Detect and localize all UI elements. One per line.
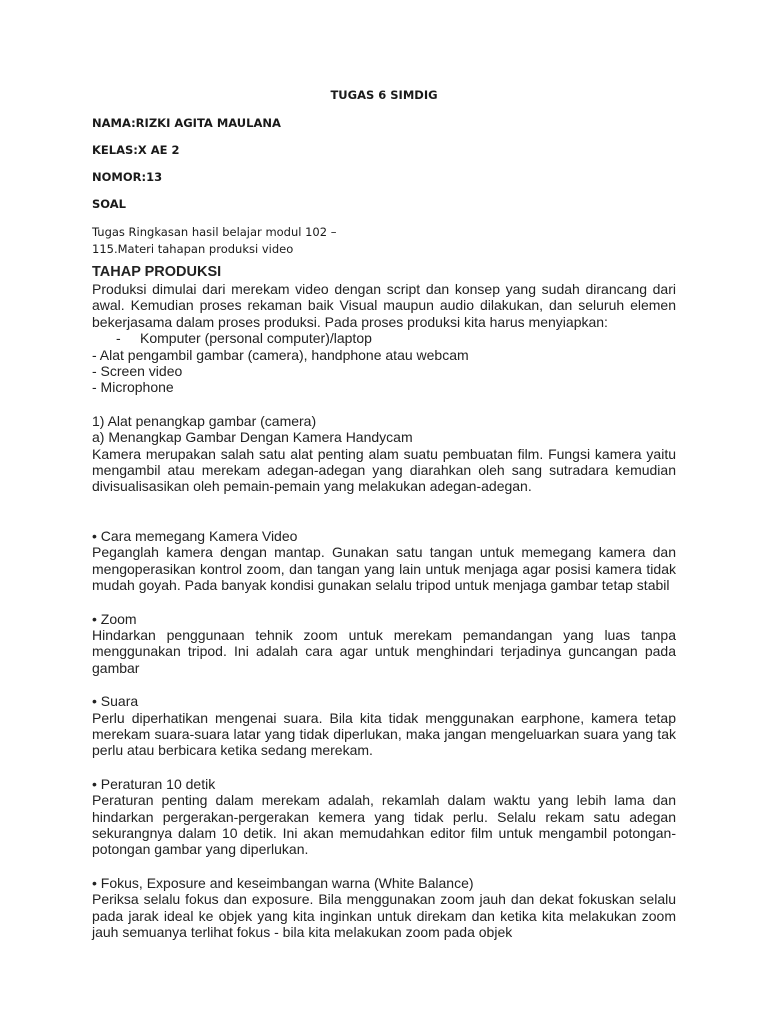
tip-body: Peraturan penting dalam merekam adalah, rekamlah dalam waktu yang lebih lama dan hindarkan pergerakan-pergerakan kemera yang tidak perlu. Selalu rekam satu adegan sekurangnya dalam 10 detik. Ini akan memudahkan editor film untuk mengambil potongan-potongan gambar yang diperlukan.	[92, 792, 676, 858]
camera-subheading: a) Menangkap Gambar Dengan Kamera Handycam	[92, 429, 413, 446]
list-item: - Screen video	[92, 363, 183, 380]
spacer	[92, 396, 676, 413]
tip-body: Perlu diperhatikan mengenai suara. Bila kita tidak menggunakan earphone, kamera tetap merekam suara-suara latar yang tidak diperlukan, maka jangan mengeluarkan suara yang tak perlu atau berbicara ketika sedang merekam.	[92, 709, 676, 759]
tip-title: • Zoom	[92, 610, 137, 627]
camera-body: Kamera merupakan salah satu alat penting alam suatu pembuatan film. Fungsi kamera yaitu mengambil atau merekam adegan-adegan yang diarahkan oleh sang sutradara kemudian divisualisasikan oleh pemain-pemain yang melakukan adegan-adegan.	[92, 445, 676, 495]
student-number: NOMOR:13	[92, 170, 163, 184]
task-line-1: Tugas Ringkasan hasil belajar modul 102 –	[92, 225, 337, 239]
spacer	[92, 495, 676, 528]
student-class: KELAS:X AE 2	[92, 143, 180, 157]
spacer	[92, 676, 676, 693]
student-name: NAMA:RIZKI AGITA MAULANA	[92, 116, 281, 130]
tip-body: Periksa selalu fokus dan exposure. Bila menggunakan zoom jauh dan dekat fokuskan selalu pada jarak ideal ke objek yang kita inginkan untuk direkam dan ketika kita melakukan zoom jauh semuanya terlihat fokus - bila kita melakukan zoom pada objek	[92, 891, 676, 940]
spacer	[92, 858, 676, 875]
section-intro: Produksi dimulai dari merekam video dengan script dan konsep yang sudah dirancang dari awal. Kemudian proses rekaman baik Visual maupun audio dilakukan, dan seluruh elemen bekerjasama dalam proses produksi. Pada proses produksi kita harus menyiapkan:	[92, 281, 676, 330]
tip-title: • Peraturan 10 detik	[92, 775, 216, 792]
tip-title: • Suara	[92, 693, 139, 710]
list-item	[92, 330, 676, 346]
tip-body: Hindarkan penggunaan tehnik zoom untuk merekam pemandangan yang luas tanpa menggunakan tripod. Ini adalah cara agar untuk menghindari terjadinya guncangan pada gambar	[92, 626, 676, 676]
task-description	[92, 224, 422, 258]
task-line-2: 115.Materi tahapan produksi video	[92, 242, 294, 256]
camera-heading: 1) Alat penangkap gambar (camera)	[92, 412, 317, 429]
document-title: TUGAS 6 SIMDIG	[330, 88, 438, 102]
spacer	[92, 594, 676, 611]
section-heading: TAHAP PRODUKSI	[92, 264, 222, 280]
tip-title: • Fokus, Exposure and keseimbangan warna (White Balance)	[92, 874, 474, 891]
main-content	[92, 264, 676, 940]
list-dash: -	[116, 330, 121, 347]
tip-title: • Cara memegang Kamera Video	[92, 527, 298, 544]
list-item-label: Komputer (personal computer)/laptop	[140, 330, 372, 347]
list-item: - Microphone	[92, 379, 174, 396]
tip-body: Peganglah kamera dengan mantap. Gunakan satu tangan untuk memegang kamera dan mengoperasikan kontrol zoom, dan tangan yang lain untuk menjaga agar posisi kamera tidak mudah goyah. Pada banyak kondisi gunakan selalu tripod untuk menjaga gambar tetap stabil	[92, 544, 676, 594]
spacer	[92, 759, 676, 776]
question-label: SOAL	[92, 197, 126, 211]
list-item: - Alat pengambil gambar (camera), handphone atau webcam	[92, 346, 469, 363]
